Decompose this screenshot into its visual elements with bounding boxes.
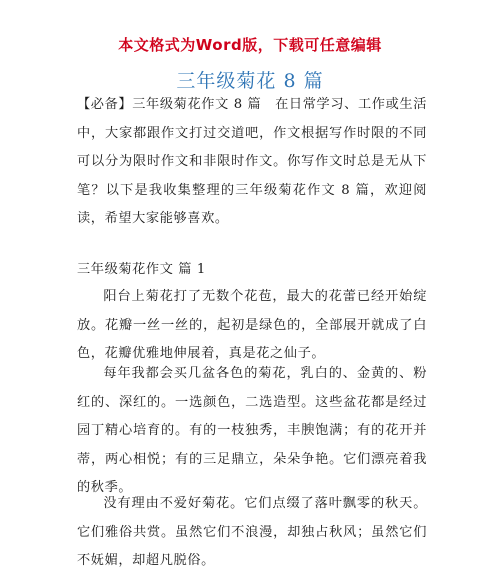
body-paragraph-2: 每年我都会买几盆各色的菊花，乳白的、金黄的、粉红的、深红的。一选颜色，二选造型。这些盆花都是经过园丁精心培育的。有的一枝独秀，丰腴饱满；有的花开并蒂，两心相悦；有的三足鼎立，朵朵争艳。它们漂亮着我的秋季。 <box>77 366 427 495</box>
section-heading: 三年级菊花作文 篇 1 <box>77 262 206 277</box>
body-paragraph-3: 没有理由不爱好菊花。它们点缀了落叶飘零的秋天。它们雅俗共赏。虽然它们不浪漫，却独占秋风；虽然它们不妩媚，却超凡脱俗。 <box>77 496 427 568</box>
page-title: 三年级菊花 8 篇 <box>176 70 324 92</box>
intro-paragraph: 【必备】三年级菊花作文 8 篇 在日常学习、工作或生活中，大家都跟作文打过交道吧，作文根据写作时限的不同可以分为限时作文和非限时作文。你写作文时总是无从下笔？以下是我收集整理的三年级菊花作文 8 篇，欢迎阅读，希望大家能够喜欢。 <box>77 97 427 226</box>
download-banner: 本文格式为Word版，下载可任意编辑 <box>118 36 382 54</box>
body-paragraph-1: 阳台上菊花打了无数个花苞，最大的花蕾已经开始绽放。花瓣一丝一丝的，起初是绿色的，全部展开就成了白色，花瓣优雅地伸展着，真是花之仙子。 <box>77 289 427 361</box>
